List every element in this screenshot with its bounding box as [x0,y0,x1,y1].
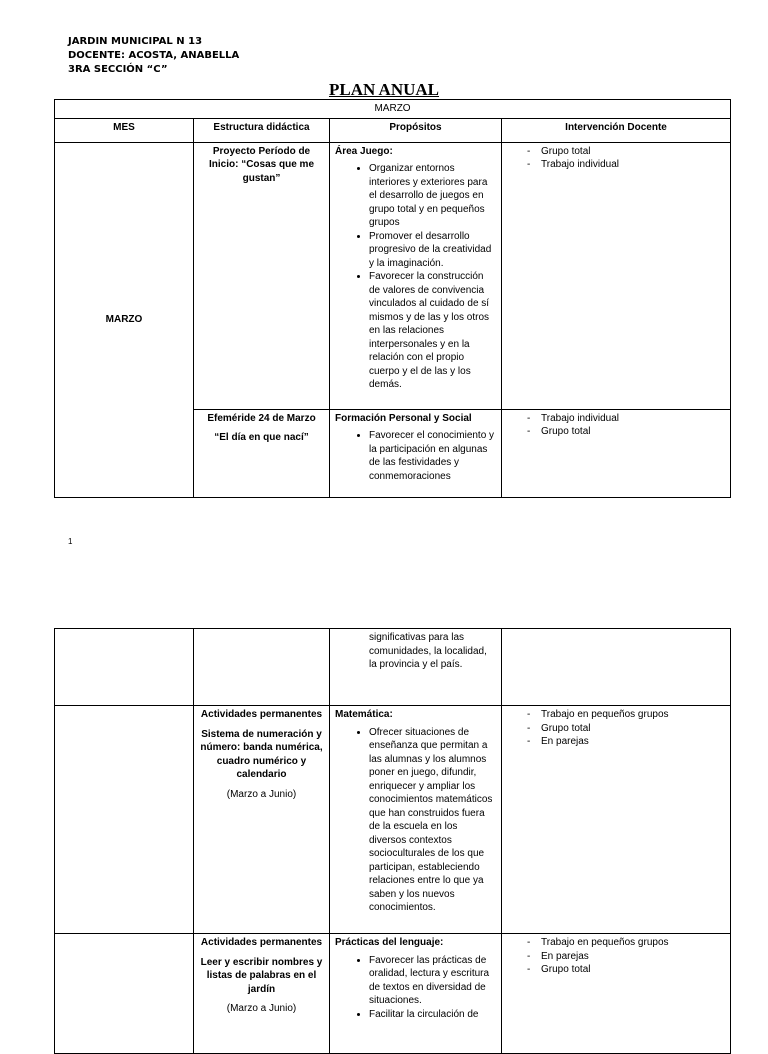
column-header-estructura: Estructura didáctica [194,118,330,142]
intervencion-cell [502,934,731,1054]
column-header-propositos: Propósitos [330,118,502,142]
page-number: 1 [68,537,73,546]
intervencion-cell [502,409,731,497]
list-item: • Favorecer el conocimiento y la participación en algunas de las festividades y conmemoraciones [369,429,496,483]
month-header: MARZO [55,100,731,119]
mes-cell: MARZO [55,142,194,497]
list-item: • Organizar entornos interiores y exteriores para el desarrollo de juegos en grupo total y en pequeños grupos [369,162,496,230]
propositos-cell [330,629,502,706]
list-item: - Grupo total [507,145,725,159]
mes-cell [55,934,194,1054]
intervencion-cell [502,706,731,934]
table-row [55,629,731,706]
area-title: Área Juego: [335,145,393,157]
mes-cell [55,706,194,934]
propositos-cell [330,934,502,1054]
area-title: Formación Personal y Social [335,412,472,424]
document-title: PLAN ANUAL [328,80,440,99]
list-item: - Grupo total [507,425,725,439]
document-header [68,35,239,77]
table-row [55,706,731,934]
list-item: - Grupo total [507,963,725,977]
column-header-mes: MES [55,118,194,142]
list-item: - En parejas [507,735,725,749]
school-name: JARDIN MUNICIPAL N 13 [68,36,203,47]
plan-table-page2 [54,628,731,1054]
area-title: Matemática: [335,709,393,720]
area-title: Prácticas del lenguaje: [335,937,444,948]
list-item: - Trabajo en pequeños grupos [507,708,725,722]
list-item: significativas para las comunidades, la localidad, la provincia y el país. [369,632,487,670]
section-name: 3RA SECCIÓN “C” [68,64,168,75]
list-item: • Favorecer las prácticas de oralidad, lectura y escritura de textos en diversidad de situaciones. [369,954,496,1008]
propositos-cell [330,409,502,497]
estructura-cell: Actividades permanentes Leer y escribir nombres y listas de palabras en el jardín (Marzo a Junio) [194,934,330,1054]
intervencion-cell [502,629,731,706]
list-item: • Favorecer la construcción de valores de convivencia vinculados al cuidado de sí mismos y de las y los otros en las relaciones interpersonales y en la relación con el propio cuerpo y el de las y los demás. [369,270,496,392]
table-row [55,142,731,409]
estructura-cell [194,629,330,706]
list-item: • Facilitar la circulación de [369,1008,496,1022]
list-item: - Trabajo en pequeños grupos [507,936,725,950]
list-item: - Grupo total [507,722,725,736]
propositos-cell [330,706,502,934]
column-header-intervencion: Intervención Docente [502,118,731,142]
teacher-name: DOCENTE: ACOSTA, ANABELLA [68,50,240,61]
list-item: • Promover el desarrollo progresivo de la creatividad y la imaginación. [369,230,496,271]
list-item: - Trabajo individual [507,158,725,172]
intervencion-cell [502,142,731,409]
mes-cell [55,629,194,706]
list-item: - En parejas [507,950,725,964]
propositos-cell [330,142,502,409]
estructura-cell: Actividades permanentes Sistema de numeración y número: banda numérica, cuadro numérico y calendario (Marzo a Junio) [194,706,330,934]
list-item: - Trabajo individual [507,412,725,426]
list-item: • Ofrecer situaciones de enseñanza que permitan a las alumnas y los alumnos poner en juego, difundir, enriquecer y ampliar los conocimientos matemáticos que han construidos fuera de la escuela en los diversos contextos socioculturales de los que participan, estableciendo relaciones entre lo que ya saben y los nuevos conocimientos. [369,726,496,915]
estructura-cell: Efeméride 24 de Marzo “El día en que nací” [194,409,330,497]
plan-table-page1 [54,99,731,498]
estructura-cell: Proyecto Período de Inicio: “Cosas que me gustan” [194,142,330,409]
table-row [55,934,731,1054]
